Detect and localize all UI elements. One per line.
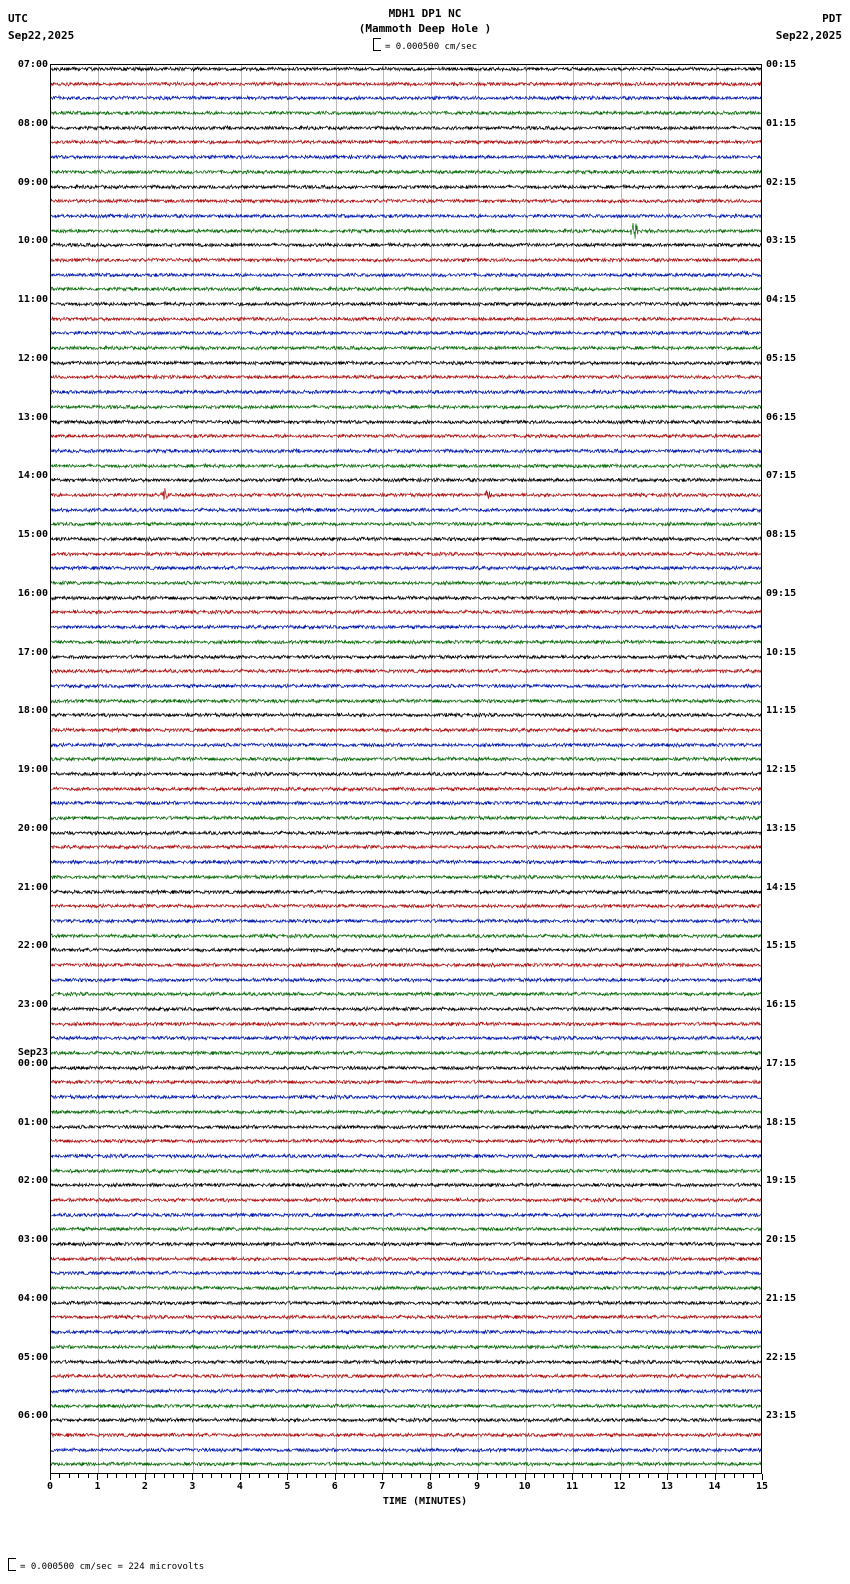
x-tick-major — [382, 1474, 383, 1480]
utc-hour-label: 19:00 — [17, 764, 48, 775]
pdt-hour-label: 20:15 — [766, 1234, 797, 1245]
x-tick-minor — [449, 1474, 450, 1478]
x-tick-minor — [354, 1474, 355, 1478]
x-tick-major — [192, 1474, 193, 1480]
x-tick-label: 13 — [661, 1481, 674, 1492]
pdt-hour-label: 10:15 — [766, 646, 797, 658]
station-code: MDH1 DP1 NC — [388, 7, 462, 20]
pdt-hour-label: 07:15 — [766, 470, 797, 482]
pdt-hour-label: 08:15 — [766, 529, 797, 540]
pdt-hour-label: 21:15 — [766, 1292, 797, 1304]
pdt-hour-label: 13:15 — [766, 822, 797, 834]
x-tick-label: 5 — [284, 1481, 291, 1492]
x-tick-label: 8 — [426, 1481, 433, 1492]
utc-hour-label: 13:00 — [17, 411, 48, 423]
utc-hour-label: 20:00 — [17, 822, 48, 834]
pdt-hour-label: 22:15 — [766, 1351, 797, 1363]
x-tick-major — [50, 1474, 51, 1480]
x-tick-minor — [78, 1474, 79, 1478]
footer-scale-bar-icon — [8, 1558, 16, 1571]
x-tick-label: 4 — [236, 1481, 243, 1492]
x-tick-minor — [753, 1474, 754, 1478]
x-tick-minor — [249, 1474, 250, 1478]
x-tick-minor — [69, 1474, 70, 1478]
x-tick-minor — [202, 1474, 203, 1478]
x-tick-label: 2 — [141, 1481, 148, 1492]
utc-hour-label: 00:00 — [17, 1057, 48, 1069]
pdt-hour-label: 12:15 — [766, 764, 797, 775]
x-tick-minor — [458, 1474, 459, 1478]
x-tick-minor — [344, 1474, 345, 1478]
scale-bar-text: = 0.000500 cm/sec — [384, 42, 478, 52]
x-tick-minor — [610, 1474, 611, 1478]
scale-bar-icon — [373, 38, 381, 51]
x-tick-minor — [278, 1474, 279, 1478]
x-tick-minor — [411, 1474, 412, 1478]
x-tick-label: 14 — [708, 1481, 721, 1492]
pdt-hour-label: 11:15 — [766, 705, 797, 717]
x-tick-minor — [268, 1474, 269, 1478]
pdt-hour-label: 04:15 — [766, 294, 797, 305]
chart-header — [0, 0, 850, 58]
x-tick-minor — [553, 1474, 554, 1478]
pdt-date: Sep22,2025 — [775, 29, 842, 42]
x-tick-minor — [563, 1474, 564, 1478]
x-tick-minor — [686, 1474, 687, 1478]
utc-hour-label: 15:00 — [17, 529, 48, 540]
x-tick-label: 3 — [189, 1481, 196, 1492]
utc-hour-label: 17:00 — [17, 646, 48, 658]
utc-hour-label: 04:00 — [17, 1292, 48, 1304]
x-tick-minor — [135, 1474, 136, 1478]
x-tick-minor — [126, 1474, 127, 1478]
x-tick-major — [477, 1474, 478, 1480]
x-tick-major — [430, 1474, 431, 1480]
utc-hour-label: 23:00 — [17, 999, 48, 1010]
x-tick-major — [525, 1474, 526, 1480]
utc-hour-label: 06:00 — [17, 1410, 48, 1422]
x-tick-minor — [629, 1474, 630, 1478]
x-tick-label: 10 — [518, 1481, 531, 1492]
x-tick-minor — [154, 1474, 155, 1478]
x-tick-major — [572, 1474, 573, 1480]
utc-hour-label: 16:00 — [17, 587, 48, 599]
x-tick-minor — [696, 1474, 697, 1478]
pdt-hour-label: 00:15 — [766, 59, 797, 70]
pdt-hour-label: 17:15 — [766, 1057, 797, 1069]
x-axis — [46, 1474, 769, 1492]
pdt-hour-label: 19:15 — [766, 1175, 797, 1187]
x-tick-minor — [420, 1474, 421, 1478]
x-tick-minor — [230, 1474, 231, 1478]
x-tick-major — [620, 1474, 621, 1480]
pdt-hour-label: 18:15 — [766, 1116, 797, 1128]
footer-scale-text: = 0.000500 cm/sec = 224 microvolts — [20, 1562, 205, 1572]
x-tick-minor — [468, 1474, 469, 1478]
scale-bar-legend — [0, 38, 850, 52]
x-tick-minor — [183, 1474, 184, 1478]
x-tick-minor — [211, 1474, 212, 1478]
station-name: (Mammoth Deep Hole ) — [358, 22, 492, 35]
utc-hour-label: 12:00 — [17, 352, 48, 364]
x-tick-minor — [648, 1474, 649, 1478]
x-tick-minor — [373, 1474, 374, 1478]
x-tick-minor — [743, 1474, 744, 1478]
x-tick-minor — [88, 1474, 89, 1478]
x-tick-label: 11 — [566, 1481, 579, 1492]
utc-hour-label: 14:00 — [17, 470, 48, 482]
x-tick-major — [667, 1474, 668, 1480]
utc-hour-label: 18:00 — [17, 705, 48, 717]
x-tick-minor — [496, 1474, 497, 1478]
x-tick-minor — [534, 1474, 535, 1478]
utc-hour-label: 22:00 — [17, 940, 48, 952]
x-tick-minor — [601, 1474, 602, 1478]
x-tick-minor — [107, 1474, 108, 1478]
x-tick-minor — [544, 1474, 545, 1478]
x-tick-minor — [173, 1474, 174, 1478]
x-tick-label: 6 — [331, 1481, 338, 1492]
utc-hour-label: 03:00 — [17, 1234, 48, 1245]
pdt-label: PDT — [822, 12, 842, 25]
x-tick-minor — [658, 1474, 659, 1478]
x-tick-minor — [259, 1474, 260, 1478]
x-tick-major — [762, 1474, 763, 1480]
x-tick-minor — [439, 1474, 440, 1478]
x-tick-label: 7 — [379, 1481, 386, 1492]
pdt-hour-label: 14:15 — [766, 881, 797, 893]
utc-hour-label: 21:00 — [17, 881, 48, 893]
x-tick-major — [240, 1474, 241, 1480]
x-tick-minor — [591, 1474, 592, 1478]
x-tick-minor — [325, 1474, 326, 1478]
pdt-hour-label: 09:15 — [766, 587, 797, 599]
pdt-hour-label: 16:15 — [766, 999, 797, 1010]
utc-hour-label: 08:00 — [17, 117, 48, 129]
utc-hour-label: 10:00 — [17, 235, 48, 247]
utc-hour-label: 11:00 — [17, 294, 48, 305]
pdt-hour-label: 23:15 — [766, 1410, 797, 1422]
x-tick-minor — [487, 1474, 488, 1478]
x-tick-major — [715, 1474, 716, 1480]
utc-label: UTC — [8, 12, 28, 25]
utc-hour-label: 02:00 — [17, 1175, 48, 1187]
x-tick-minor — [582, 1474, 583, 1478]
x-tick-minor — [59, 1474, 60, 1478]
pdt-hour-label: 15:15 — [766, 940, 797, 952]
x-tick-minor — [297, 1474, 298, 1478]
x-tick-label: 12 — [613, 1481, 626, 1492]
x-tick-label: 15 — [755, 1481, 769, 1492]
x-tick-minor — [164, 1474, 165, 1478]
x-tick-label: 0 — [46, 1481, 54, 1492]
x-tick-minor — [724, 1474, 725, 1478]
utc-hour-label: 05:00 — [17, 1351, 48, 1363]
x-tick-label: 1 — [94, 1481, 101, 1492]
utc-hour-label: 07:00 — [17, 59, 48, 70]
pdt-hour-label: 05:15 — [766, 352, 797, 364]
x-axis-title: TIME (MINUTES) — [382, 1496, 468, 1507]
x-tick-minor — [306, 1474, 307, 1478]
seismogram-plot — [50, 64, 762, 1474]
utc-hour-label: 09:00 — [17, 176, 48, 188]
utc-date: Sep22,2025 — [8, 29, 75, 42]
day-break-label: Sep23 — [17, 1046, 48, 1058]
header-title-block — [0, 6, 850, 36]
trace-row — [51, 1451, 762, 1474]
x-tick-minor — [705, 1474, 706, 1478]
x-tick-major — [335, 1474, 336, 1480]
pdt-hour-label: 03:15 — [766, 235, 797, 247]
x-tick-minor — [401, 1474, 402, 1478]
x-tick-minor — [677, 1474, 678, 1478]
x-tick-major — [97, 1474, 98, 1480]
x-tick-minor — [116, 1474, 117, 1478]
x-tick-major — [287, 1474, 288, 1480]
x-tick-minor — [316, 1474, 317, 1478]
x-tick-minor — [221, 1474, 222, 1478]
x-tick-major — [145, 1474, 146, 1480]
footer-scale-note — [8, 1558, 204, 1572]
x-tick-minor — [515, 1474, 516, 1478]
x-tick-minor — [392, 1474, 393, 1478]
x-tick-minor — [639, 1474, 640, 1478]
x-tick-minor — [734, 1474, 735, 1478]
utc-hour-label: 01:00 — [17, 1116, 48, 1128]
x-tick-minor — [363, 1474, 364, 1478]
pdt-hour-label: 01:15 — [766, 117, 797, 129]
x-tick-minor — [506, 1474, 507, 1478]
pdt-hour-label: 02:15 — [766, 176, 797, 188]
pdt-hour-label: 06:15 — [766, 411, 797, 423]
x-tick-label: 9 — [474, 1481, 481, 1492]
